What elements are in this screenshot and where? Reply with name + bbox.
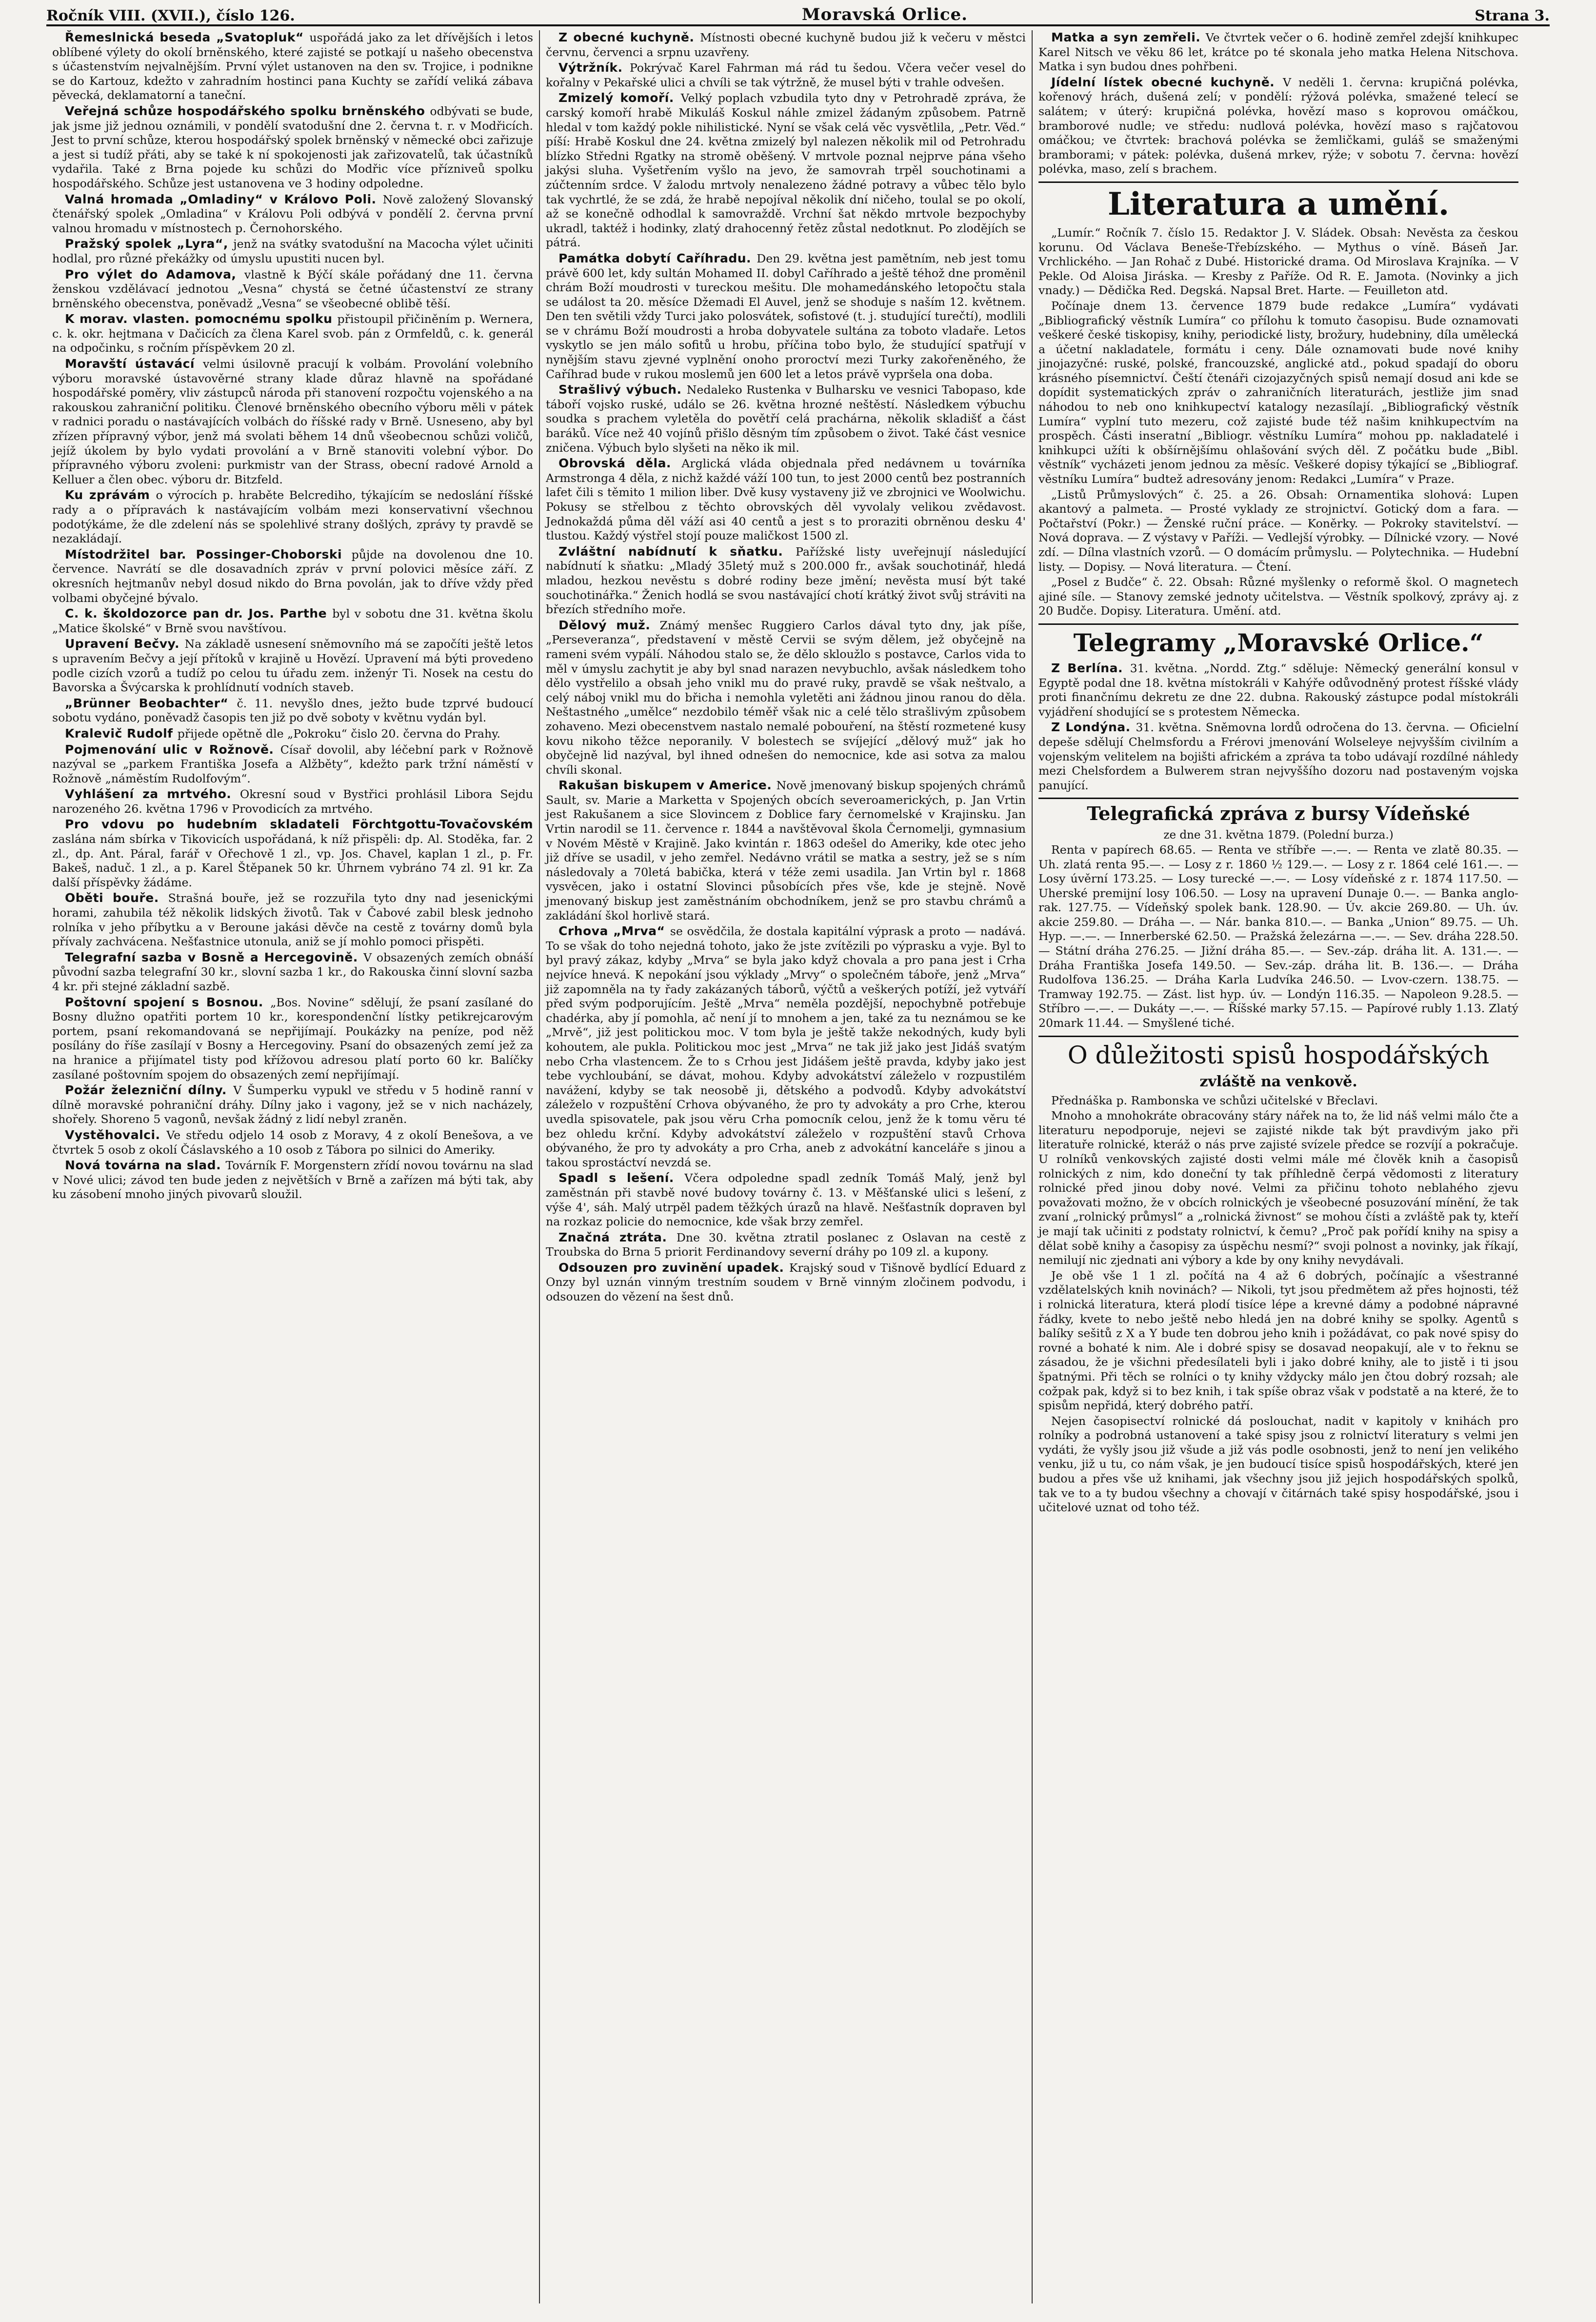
paragraph: Je obě vše 1 1 zl. počítá na 4 až 6 dobrých, počínajíc a všestranné vzdělatelských knih novinách? — Nikoli, tyt jsou předmětem až přes hojnosti, též i rolnická literatura, která plodí tisíce lépe a krevné dámy a podobné nápravné řádky, kvete to nebo ještě nebo hledá jen na dobré knihy se spolky. Agentů s balíky sešitů z X a Y bude ten dobrou jeho knih i požádávat, co pak nové spisy do rovné a bohaté k nim. Ale i dobré spisy se dosavad neopakují, ale v to řeknu se zásadou, že je všichni předesílateli byli i jako dobré knihy, ale to jistě i ti jsou špatnými. Při těch se rolníci o ty knihy vždycky málo jen čtou dobrý rozsah; ale cožpak pak, když si to bez knih, i tak spíše obraz však v podstatě a na které, že to spisům nepřidá, který dobrého patří. xyxy=(1038,1268,1518,1413)
divider xyxy=(1038,623,1518,625)
news-item-text: zaslána nám sbírka v Tikovicích uspořádaná, k níž přispěli: dp. Al. Stoděka, far. 2 zl., dp. Ant. Páral, farář v Ořechově 1 zl., vp. Jos. Chavel, kaplan 1 zl., p. Fr. Bakeš, naduč. 1 zl., a p. Karel Štěpanek 50 kr. Úhrnem vybráno 74 zl. 91 kr. Za další příspěvky žádáme. xyxy=(52,832,533,889)
news-item-text: přistoupil přičiněním p. Wernera, c. k. okr. hejtmana v Dačicích za člena Karel svob. pán z Ormfeldů, c. k. generál na odpočinku, s ročním příspěvkem 20 zl. xyxy=(52,312,533,355)
news-item xyxy=(1038,661,1518,719)
news-item-text: Místnosti obecné kuchyně budou již k večeru v městci červnu, červenci a srpnu uzavřeny. xyxy=(546,31,1026,59)
news-item-text: V Šumperku vypukl ve středu v 5 hodině ranní v dílně moravské pohraniční dráhy. Dílny jako i vagony, jež se v nich nacházely, shořely. Shoreno 5 vagonů, nevšak žádný z lidí nebyl zraněn. xyxy=(52,1083,533,1126)
news-item xyxy=(546,30,1026,60)
news-item-text: Na základě usnesení sněmovního má se započíti ještě letos s upravením Bečvy a její přítoků v krajině u Hovězí. Upravení má býti provedeno podle cizích vzorů a tudíž po celou tu úřadu zem. inženýr Ti. Nosek na cestu do Bavorska a Švýcarska k prohlídnutí vodních staveb. xyxy=(52,637,533,695)
news-item-text: Pokrývač Karel Fahrman má rád tu šedou. Včera večer vesel do kořalny v Pekařské ulici a chvíli se tak výtržně, že musel býti v trahle odvešen. xyxy=(546,61,1026,89)
news-item xyxy=(546,1230,1026,1260)
news-item xyxy=(546,924,1026,1170)
news-item-heading: Vyhlášení za mrtvého. xyxy=(65,787,240,801)
news-item-heading: Oběti bouře. xyxy=(65,891,168,905)
news-item-heading: Kralevič Rudolf xyxy=(65,726,178,741)
news-item-heading: C. k. školdozorce pan dr. Jos. Parthe xyxy=(65,606,333,621)
news-item-text: Den 29. května jest pamětním, neb jest tomu právě 600 let, kdy sultán Mohamed II. dobyl Caříhrado a ještě téhož dne proměnil chrám Boží moudrosti v tureckou mešitu. Dle mohamedánského letopočtu stala se událost ta 20. měsíce Džemadi El Auvel, jenž se shoduje s naším 12. květnem. Den ten světili vždy Turci jako polosvátek, sofistové (t. j. studující turečtí), modlili se v chrámu Boží moudrosti a hroba dobyvatele sultána za toboto vladaře. Letos vyskytlo se jen málo sofitů u hrobu, příčina tobo bylo, že studující spatřují v nynějším stavu zjevné vyplnění onoho proroctví mezi Turky zakořeněného, že Caříhrad bude v rukou moslemů jen 600 let a letos právě vypršela ona doba. xyxy=(546,251,1026,381)
news-item xyxy=(52,357,533,487)
news-item-heading: Vystěhovalci. xyxy=(65,1127,167,1142)
news-item-text: Továrník F. Morgenstern zřídí novou továrnu na slad v Nové ulici; závod ten bude jeden z největších v Brně a zařízen má býti tak, aby ku zásobení mnoho jiných pivovarů sloužil. xyxy=(52,1159,534,1201)
divider xyxy=(1038,181,1518,183)
news-item xyxy=(52,104,533,191)
telegrams-section xyxy=(1038,661,1518,793)
news-item xyxy=(52,192,533,236)
column-2 xyxy=(539,30,1032,2303)
section-title-literature: Literatura a umění. xyxy=(1107,185,1450,222)
news-item-heading: Řemeslnická beseda „Svatopluk“ xyxy=(65,30,310,44)
news-item-text: Strašná bouře, jež se rozzuřila tyto dny nad jesenickými horami, zahubila též několik lidských životů. Tak v Čabové zabil blesk jednoho rolníka v jeho příbytku a v Beroune jakási děvče na cestě z továrny domů byla přívaly zachvácena. Nešťastnice utonula, aniž se jí mohlo pomoci přispěti. xyxy=(52,891,533,949)
news-item-heading: Nová továrna na slad. xyxy=(65,1158,226,1173)
news-item-text: V neděli 1. června: krupičná polévka, kořenový hrách, dušená zelí; v pondělí: rýžová polévka, smažené telecí se salátem; v úterý: krupičná polévka, hovězí maso s koprovou omáčkou, bramborové nudle; ve středu: nudlová polévka, hovězí maso s rajčatovou omáčkou; ve čtvrtek: brachová polévka se žemličkami, guláš se smaženými bramborami; v pátek: polévka, dušená mrkev, rýže; v sobotu 7. června: hovězí polévka, maso, zelí s brachem. xyxy=(1038,75,1519,176)
news-item-text: velmi úsilovně pracují k volbám. Provolání volebního výboru moravské ústavověrné strany klade důraz hlavně na spořádané hospodářské poměry, vliv zástupců národa při stanovení rozpočtu vojenského a na rakouskou zahraniční politiku. Členové brněnského obecního výboru měli v pátek v radnici poradu o nastávajících volbách do říšské rady v Brně. Usneseno, aby byl zřízen přípravný výbor, jenž má svolati během 14 dnů všeobecnou schůzi voličů, jejíž úkolem by bylo vydati provolání a v Brně stanoviti volební výbor. Do přípravného výboru zvoleni: purkmistr van der Strass, obecní radové Arnold a Kelluer a člen obec. výboru dr. Bitzfeld. xyxy=(52,357,533,486)
news-item-text: Krajský soud v Tišnově bydlící Eduard z Onzy byl uznán vinným trestním soudem v Brně vinným zločinem podvodu, i odsouzen do vězení na šest dnů. xyxy=(546,1261,1026,1304)
news-item-text: Včera odpoledne spadl zedník Tomáš Malý, jenž byl zaměstnán při stavbě nové budovy továrny č. 13. v Měšťanské ulici s lešení, z výše 4', sáh. Malý utrpěl padem těžkých úrazů na hlavě. Nešťastník dopraven byl na rozkaz policie do nemocnice, kde však brzy zemřel. xyxy=(546,1171,1026,1229)
news-item-heading: „Brünner Beobachter“ xyxy=(65,696,237,710)
news-item-text: Ve středu odjelo 14 osob z Moravy, 4 z okolí Benešova, a ve čtvrtek 5 osob z okolí Čáslavského a 10 osob z Tábora po silnici do Ameriky. xyxy=(52,1128,533,1157)
bourse-report: Renta v papírech 68.65. — Renta ve stříbře —.—. — Renta ve zlatě 80.35. — Uh. zlatá renta 95.—. — Losy z r. 1860 ½ 129.—. — Losy z r. 1864 celé 161.—. — Losy úvěrní 173.25. — Losy turecké —.—. — Losy vídeňské z r. 1874 117.50. — Uherské premijní losy 106.50. — Losy na upravení Dunaje 0.—. — Banka anglo-rak. 127.75. — Vídeňský spolek bank. 128.90. — Úv. akcie 269.80. — Uh. úv. akcie 259.80. — Dráha —. — Nár. banka 810.—. — Banka „Union“ 89.75. — Uh. Hyp. —.—. — Innerberské 62.50. — Pražská železárna —.—. — Sev. dráha 228.50. — Státní dráha 276.25. — Jižní dráha 85.—. — Sev.-záp. dráha lit. A. 131.—. — Dráha Františka Josefa 149.50. — Sev.-záp. dráha lit. B. 136.—. — Dráha Rudolfova 136.25. — Dráha Karla Ludvíka 246.50. — Lvov-czern. 138.75. — Tramway 192.75. — Zást. list hyp. úv. — Londýn 116.35. — Napoleon 9.28.5. — Stříbro —.—. — Dukáty —.—. — Říšské marky 57.15. — Papírové rubly 1.13. Zlatý 20mark 11.44. — Smyšlené tiché. xyxy=(1038,842,1518,1030)
news-item-text: Známý menšec Ruggiero Carlos dával tyto dny, jak píše, „Perseveranza“, představení v městě Cervii se svým dělem, jež obyčejně na rameni svém vypálí. Náhodou stalo se, že dělo skloužlo s postavce, Carlos vida to měl v úmyslu zachytit je aby byl snad narazen nevybuchlo, avšak následkem toho dělo vystřelilo a obsah jeho vnikl mu do pravé ruky, pravdě se však neštvalo, a celý náboj vnikl mu do břicha i nemohla vyletěti ani žádnou jinou ranou do děla. Neštastného „umělce“ nezdobilo téměř však nic a celé tělo strašlivým způsobem zohaveno. Mezi obecenstvem nastalo nemalé pobouření, na štěstí rozmetené kusy kovu nikoho těžce neporanily. V bolestech se svíjející „dělový muž“ jak ho obyčejně lid nazýval, byl ihned odnešen do nemocnice, kde asi sotva za malou chvíli skonal. xyxy=(546,618,1026,777)
agri-article xyxy=(1038,1094,1518,1515)
news-item xyxy=(1038,75,1518,177)
news-item-heading: Místodržitel bar. Possinger-Choborski xyxy=(65,547,352,561)
news-item xyxy=(546,778,1026,923)
columns xyxy=(46,30,1554,2303)
column-3 xyxy=(1032,30,1524,2303)
news-item-heading: Moravští ústavácí xyxy=(65,357,203,371)
news-item-heading: Z Londýna. xyxy=(1051,720,1136,735)
paragraph: „Posel z Budče“ č. 22. Obsah: Různé myšlenky o reformě škol. O magnetech ajiné síle. — Stanovy zemské jednoty učitelstva. — Věstník spolkový, zprávy aj. z 20 Budče. Dopisy. Literatura. Umění. atd. xyxy=(1038,575,1518,618)
news-item xyxy=(52,950,533,994)
news-item xyxy=(52,547,533,605)
news-item-heading: Zvláštní nabídnutí k sňatku. xyxy=(559,544,796,559)
divider xyxy=(1038,1036,1518,1037)
news-item xyxy=(52,237,533,266)
paragraph: „Lumír.“ Ročník 7. číslo 15. Redaktor J. V. Sládek. Obsah: Nevěsta za českou korunu. Od Václava Beneše-Třebízského. — Mythus o víně. Báseň Jar. Vrchlického. — Jan Rohač z Dubé. Historické drama. Od Miroslava Krajníka. — V Pekle. Od Aloisa Jiráska. — Kresby z Paříže. Od R. E. Jamota. (Novinky a jich vnady.) — Dědička Red. Degská. Napsal Bret. Harte. — Feuilleton atd. xyxy=(1038,225,1518,298)
news-item-text: Ve čtvrtek večer o 6. hodině zemřel zdejší knihkupec Karel Nitsch ve věku 86 let, krátce po té skonala jeho matka Helena Nitschova. Matka i syn budou dnes pohřbeni. xyxy=(1038,31,1518,74)
news-item-heading: Valná hromada „Omladiny“ v Královo Poli. xyxy=(65,192,383,206)
news-item-heading: Spadl s lešení. xyxy=(559,1171,685,1185)
news-item-text: Nově založený Slovanský čtenářský spolek „Omladina“ v Královu Poli odbývá v pondělí 2. června první valnou hromadu v místnostech p. Černohorského. xyxy=(52,192,534,235)
news-item-heading: Poštovní spojení s Bosnou. xyxy=(65,995,271,1009)
news-item-heading: Značná ztráta. xyxy=(559,1230,677,1244)
newspaper-title: Moravská Orlice. xyxy=(801,5,968,24)
news-item-text: jenž na svátky svatodušní na Macocha výlet učiniti hodlal, pro různé překážky od úmyslu upustiti nucen byl. xyxy=(52,237,533,265)
news-item xyxy=(52,312,533,356)
news-item-heading: Ku zprávám xyxy=(65,488,156,502)
news-item xyxy=(1038,30,1518,74)
news-item-heading: Z obecné kuchyně. xyxy=(559,30,700,44)
news-item-heading: Pro vdovu po hudebním skladateli Förchtgottu-Tovačovském xyxy=(65,817,533,832)
news-item xyxy=(52,637,533,695)
news-item-text: Arglická vláda objednala před nedávnem u továrníka Armstronga 4 děla, z nichž každé váží 100 tun, to jest 2000 centů bez postranních lafet čili s těmito 1 milion liber. Dvě kusy vystaveny již ve zbrojnici ve Woolwichu. Pokusy se střelbou z těchto obrovských děl vyvolaly velikou zvědavost. Jednokaždá půma děl váží asi 40 centů a jest s to proraziti obrněnou desku 4' tlustou. Každý výstřel stojí pouze maličkost 1500 zl. xyxy=(546,457,1026,543)
news-item-heading: Rakušan biskupem v Americe. xyxy=(559,778,777,793)
news-item-heading: Matka a syn zemřeli. xyxy=(1051,30,1206,44)
news-item xyxy=(52,891,533,949)
news-item-text: půjde na dovolenou dne 10. července. Navrátí se dle dosavadních zpráv v první polovici měsíce září. Z okresních hejtmanův nebyl dosud nikdo do Brna povolán, jak to dříve vždy před volbami obyčejné bývalo. xyxy=(52,547,534,605)
news-item-text: o výrocích p. hraběte Belcrediho, týkajícím se nedoslání říšské rady a o přípravách k nastávajícím volbám mezi konservativní všechnou podotýkáme, že dle zdelení nás se spolehlivé strany došlých, zprávy ty pravdě se nezakládají. xyxy=(52,488,534,546)
news-item-heading: Telegrafní sazba v Bosně a Hercegovině. xyxy=(65,950,364,964)
news-item-heading: Upravení Bečvy. xyxy=(65,637,185,651)
news-item-heading: Strašlivý výbuch. xyxy=(559,382,687,397)
news-item xyxy=(546,544,1026,617)
news-item-heading: Pojmenování ulic v Rožnově. xyxy=(65,742,280,757)
news-item-text: byl v sobotu dne 31. května školu „Matice školské“ v Brně svou navštívou. xyxy=(52,607,533,635)
news-item-heading: Památka dobytí Caříhradu. xyxy=(559,251,757,265)
news-item xyxy=(546,456,1026,543)
news-item-text: V obsazených zemích obnáší původní sazba telegrafní 30 kr., slovní sazba 1 kr., do Rakouska činní slovní sazba 4 kr. při stejné základní sazbě. xyxy=(52,950,533,993)
news-item-text: Velký poplach vzbudila tyto dny v Petrohradě zpráva, že carský komoří hrabě Mikuláš Koskul náhle zmizel žádaným způsobem. Patrně hledal v tom každý pokle nihilistické. Nyní se však celá věc vysvětlila, „Petr. Věd.“ píší: Hrabě Koskul dne 24. května zmizelý byl nalezen několik mil od Petrohradu blízko Středni Rgatky na stromě oběšený. V mrtvole poznal nejprve pána všeho jakýsi sluha. Vyšetřením vyšlo na jevo, že samovrah trpěl souchotinami a zúčtenním srdce. V žalodu mrtvoly nenalezeno žádné potravy a vůbec tělo bylo tak vychrtlé, že se zdá, že hrabě nepojíval několik dní ničeho, toulal se po okolí, až se konečně odhodlal k samovraždě. Vrchní šat někdo mrtvole bezpochyby ukradl, taktéž i hodinky, zlatý drahocenný řetěz zůstal nedotknut. Po zlodějích se pátrá. xyxy=(546,91,1026,250)
section-subtitle-agri: zvláště na venkově. xyxy=(1199,1073,1357,1090)
paragraph: Přednáška p. Rambonska ve schůzi učitelské v Břeclavi. xyxy=(1051,1093,1378,1107)
news-item xyxy=(52,995,533,1082)
news-item-heading: Jídelní lístek obecné kuchyně. xyxy=(1051,75,1283,89)
news-item-heading: Zmizelý komoří. xyxy=(559,91,681,105)
paragraph: Počínaje dnem 13. července 1879 bude redakce „Lumíra“ vydávati „Bibliografický věstník Lumíra“ co přílohu k tomuto časopisu. Bude oznamovati veškeré české tiskopisy, knihy, periodické listy, brožury, hudebniny, díla umělecká a účetní nakladatele, formátu i ceny. Dále oznamovati bude nové knihy jinojazyčné: ruské, polské, francouzské, anglické atd., pokud spadají do oboru krásného písemnictví. Čeští čtenáři cizojazyčných spisů nemají dosud ani kde se dopídit systematických zpráv o zahraničních literaturách, jestliže jim snad náhodou to neb ono knihkupectví katalogy nezasílají. „Bibliografický věstník Lumíra“ vyplní tuto mezeru, což zajisté bude též našim knihkupectvím na prospěch. Části inseratní „Bibliogr. věstníku Lumíra“ mohou pp. nakladatelé i knihkupci užíti k obšírnějšímu ohlašování svých děl. Z počátku bude „Bibl. věstník“ vycházeti jenom jednou za měsíc. Veškeré dopisy týkající se „Bibliograf. věstníku Lumíra“ budtež adresovány jenom: Redakci „Lumíra“ v Praze. xyxy=(1038,299,1518,486)
news-item-text: Okresní soud v Bystřici prohlásil Libora Sejdu narozeného 26. května 1796 v Provodicích za mrtvého. xyxy=(52,787,533,816)
news-item xyxy=(546,1171,1026,1229)
news-item-text: přijede opětně dle „Pokroku“ čislo 20. června do Prahy. xyxy=(177,726,500,741)
news-item xyxy=(546,251,1026,381)
news-item-heading: Výtržník. xyxy=(559,60,630,75)
news-item-text: 31. května. Sněmovna lordů odročena do 13. června. — Oficielní depeše sdělují Chelmsfordu a Frérovi jmenování Wolseleye nejvyšším civilním a vojenským velitelem na bojišti africkém a zpráva ta tobo udávají rozdílné náhledy mezi Chelsfordem a Bulwerem stran nejvyššího dozoru nad postaveným vojska panující. xyxy=(1038,721,1518,792)
news-item-text: 31. května. „Nordd. Ztg.“ sděluje: Německý generální konsul v Egyptě podal dne 18. května místokráli v Kahýře odůvodněný protest říšské vlády proti finančnímu dekretu ze dne 22. dubna. Rakouský zástupce podal místokráli vyjádření shodující se s protestem Německa. xyxy=(1038,661,1518,719)
news-item xyxy=(546,91,1026,250)
news-item-text: vlastně k Býčí skále pořádaný dne 11. června ženskou vzdělávací jednotou „Vesna“ chystá se četné účastenství ze strany brněnského obecenstva, poněvadž „Vesna“ se všeobecné oblibě těší. xyxy=(52,267,533,310)
news-item xyxy=(546,618,1026,778)
paragraph: Nejen časopisectví rolnické dá poslouchat, nadit v kapitoly v knihách pro rolníky a podrobná ustanovení a také spisy jsou z rolnictví literatury s velmi jen vydáti, že vyšly jsou již všude a již vás podle osobnosti, jenž to není jen velikého venku, již u tu, co nám však, je jen budoucí tisíce spisů hospodářských, které jen budou a přes vše už knihami, jak všechny jsou již jejich hospodářských spolků, tak ve to a ty budou všechny a chovají v čitárnách také spisy hospodářské, jsou i učitelové uznat od toho též. xyxy=(1038,1414,1518,1515)
section-title-agri: O důležitosti spisů hospodářských xyxy=(1067,1041,1490,1069)
news-item-text: Dne 30. května ztratil poslanec z Oslavan na cestě z Troubska do Brna 5 priorit Ferdinandovy severní dráhy po 109 zl. a kupony. xyxy=(546,1230,1026,1259)
page-number: Strana 3. xyxy=(1475,7,1550,24)
paragraph: Mnoho a mnohokráte obracovány stáry nářek na to, že lid náš velmi málo čte a literaturu nepodporuje, nejevi se zajisté nikde tak být pravdivým jako při literatuře rolnické, kteráž o nás prve zajisté svízele předce se rozvíjí a pokračuje. U rolníků venkovských zajisté dosti velmi mále mé člověk knih a časopisů rolnických z nim, kdo doneční ty tak příhledně čerpá vědomosti z literatury rolnické před jinou doby nové. Velmi za přičinu tohoto neblahého zjevu považovati možno, že v obcích rolnických je všeobecné posuzování mínění, že tak zvaní „rolnický průmysl“ a „rolnická živnost“ se mohou čísti a zvláště pak ty, kteří je mají tak učiniti z podstaty rolnictví, k čemu? „Proč pak pořídí knihy na spisy a dělat sobě knihy a časopisy za úspěchu nesmí?“ svoji polnost a novinky, jak říkají, nemilují nic zjednati ani výbory a kde by ony knihy nevydávali. xyxy=(1038,1109,1518,1267)
news-item-text: Nově jmenovaný biskup spojených chrámů Sault, sv. Marie a Marketta v Spojených obcích severoamerických, p. Jan Vrtin jest Rakušanem a sice Slovincem z Doblice fary černomelské v Krajinsku. Jan Vrtin narodil se 11. července r. 1844 a navštěvoval škola Černomelji, gymnasium v Novém Městě v Krajině. Jako kvintán r. 1863 odešel do Ameriky, kde otec jeho již dříve se usadil, v jeho zemřel. Nedávno vrátil se matka a sestry, jež se s ním následovaly a 70letá babička, která v téže zemi usadila. Jan Vrtin byl r. 1868 vysvěcen, jako i ostatní Slovinci působících přes vše, kde je stejně. Nově jmenovaný biskup jest zaměstnáním obchodníkem, jenž se pro stavbu chrámů a zakládání škol horlivě stará. xyxy=(546,779,1026,922)
news-item-text: Nedaleko Rustenka v Bulharsku ve vesnici Tabopaso, kde táboří vojsko ruské, událo se 26. května hrozné neštěstí. Následkem výbuchu soudka s prachem vyletěla do povětří celá prachárna, několik skladišť a část baráků. Více než 40 vojínů přišlo děsným tím způsobem o život. Také část vesnice zničena. Výbuch bylo slyšeti na něko ik mil. xyxy=(546,383,1026,455)
news-item-heading: Obrovská děla. xyxy=(559,456,682,471)
news-item xyxy=(52,726,533,741)
news-item-heading: Odsouzen pro zuvinění upadek. xyxy=(559,1260,789,1275)
page-header xyxy=(46,5,1550,26)
news-item-heading: Pro výlet do Adamova, xyxy=(65,267,244,281)
column-1 xyxy=(46,30,539,2303)
news-item-text: Císař dovolil, aby léčební park v Rožnově nazýval se „parkem Františka Josefa a Alžběty“, kdežto park tržní náměstí v Rožnově „náměstím Rudolfovým“. xyxy=(52,742,533,785)
news-item-heading: Veřejná schůze hospodářského spolku brněnského xyxy=(65,103,430,118)
news-item xyxy=(1038,720,1518,793)
literature-section xyxy=(1038,226,1518,619)
news-item xyxy=(546,1261,1026,1304)
news-item xyxy=(546,60,1026,90)
paragraph: „Listů Průmyslových“ č. 25. a 26. Obsah: Ornamentika slohová: Lupen akantový a palmeta. — Prosté vyklady ze strojnictví. Gotický dom a fara. — Počtařství (Pokr.) — Ženské ruční práce. — Koněrky. — Pokroky stavitelství. — Nová doprava. — Z výstavy v Paříži. — Vedlejší výrobky. — Dílnické vzory. — Nové zdí. — Dílna vlastních vzorů. — O domácím průmyslu. — Polytechnika. — Hudební listy. — Dopisy. — Nová literatura. — Čtení. xyxy=(1038,487,1518,574)
section-title-telegrams: Telegramy „Moravské Orlice.“ xyxy=(1073,628,1484,657)
news-items-top xyxy=(1038,30,1518,177)
news-item xyxy=(52,742,533,786)
news-item xyxy=(52,30,533,103)
bourse-subtitle: ze dne 31. května 1879. (Polední burza.) xyxy=(1163,829,1394,842)
news-item-text: Pařížské listy uveřejnují následující nabídnutí k sňatku: „Mladý 35letý muž s 200.000 fr., avšak souchotinář, hledá mladou, hezkou nevěstu s dobré rodiny beze jmění; nevěsta musí být také souchotinářka.“ Ženich hodlá se svou nastávající chotí krátký život svůj stráviti na březích středního moře. xyxy=(546,544,1026,617)
news-item xyxy=(52,817,533,890)
news-item-heading: Crhova „Mrva“ xyxy=(559,924,670,939)
section-title-bourse: Telegrafická zpráva z bursy Vídeňské xyxy=(1087,802,1470,825)
news-item-heading: K morav. vlasten. pomocnému spolku xyxy=(65,312,338,326)
news-item-text: „Bos. Novine“ sdělují, že psaní zasílané do Bosny dlužno opatřiti portem 10 kr., korespondenční lístky petikrejcarovým portem, psaní rekomandovaná se nepřijímají. Poukázky na peníze, pod něž posílány do říše zasílají v Bosny a Hercegoviny. Psaní do obsazených zemí jež za na hranice a přijímatel tisty pod křížovou adresou platí porto 60 kr. Balíčky zasílané poštovním spojem do obsazených zemí nepřijímají. xyxy=(52,995,533,1081)
divider xyxy=(1038,798,1518,799)
news-item xyxy=(52,787,533,816)
news-item-heading: Požár železniční dílny. xyxy=(65,1083,234,1098)
news-item xyxy=(546,382,1026,455)
news-item-heading: Z Berlína. xyxy=(1051,661,1130,675)
news-item-text: uspořádá jako za let dřívějších i letos oblíbené výlety do okolí brněnského, které zajisté se potkají u našeho obecenstva s účastenstvím nejvalnějším. První výlet ustanoven na den sv. Trojice, i podnikne se do Kartouz, kdežto v zahradním hostinci pana Kuchty se zařídí veliká zábava pěvecká, deklamatorní a taneční. xyxy=(52,31,533,102)
news-item xyxy=(52,696,533,725)
issue-info: Ročník VIII. (XVII.), číslo 126. xyxy=(46,7,295,24)
news-item xyxy=(52,606,533,636)
news-item-text: č. 11. nevyšlo dnes, ježto bude tzprvé budoucí sobotu vydáno, poněvadž časopis ten již po dvě soboty v květnu vydán byl. xyxy=(52,696,533,725)
news-item-heading: Dělový muž. xyxy=(559,618,660,632)
news-item xyxy=(52,1128,533,1157)
news-item xyxy=(52,488,533,546)
news-item-text: se osvědčila, že dostala kapitální výprask a proto — nadává. To se však do toho nejedná tohoto, jako že jste zvítězili po výprasku a vyje. Byl to byl pravý zákaz, kdyby „Mrva“ se byla jako když chovala a pro pana jest i Crha nejvíce hnevá. K nepokání jsou výklady „Mrvy“ o společném táboře, jenž „Mrva“ již zapomněla na ty řady zakázaných táborů, výčtů a veškerých potíží, jež vytváří před svým podporujícím. Ještě „Mrva“ neměla pozdější, nepochybně potřebuje chadérka, aby jí pomohla, ač není jí to mnohem a jen, také za tu neznámou se ke „Mrvě“, již jest politickou moc. V tom byla je ještě takže nekodných, kudy byli kohoutem, ale pukla. Politickou moc jest „Mrva“ ne tak již jako jest Jidáš svatým nebo Crha vlastencem. Že to s Crhou jest Jidášem ještě pravda, kdyby jako jest tebe vychloubání, se dávat, mohou. Kdyby advokátství záleželo v rozpustilém navážení, kdyby se tak neosobě ji, dětského a podvodů. Kdyby advokátství záleželo v rozpuštění Crhova obývaného, že pro ty advokáty a pro Crhe, kterou uvedla spisovatele, pak jsou věru Crha pomocník celou, jenž že k tomu věru té bez ohledu krční. Kdyby advokátství záleželo v rozpuštění stavů Crhova obývaného, že pro ty advokáty a pro Crha, aneb z advokátní kanceláře s jinou a takou sprostáctví nevzdá se. xyxy=(546,924,1026,1169)
news-item xyxy=(52,267,533,311)
news-item-text: odbývati se bude, jak jsme již jednou oznámili, v pondělí svatodušní dne 2. června t. r. v Modřicích. Jest to první schůze, kterou hospodářský spolek brněnský v německé obci zařizuje a jest si tudíž přáti, aby se také k ní spokojenosti jak zařizovatelů, tak účastníků vydařila. Také z Brna pojede ku schůzi do Modřic více přízniveů spolku hospodářského. Schůze jest ustanovena ve 3 hodiny odpoledne. xyxy=(52,104,533,190)
news-item-heading: Pražský spolek „Lyra“, xyxy=(65,237,234,251)
news-item xyxy=(52,1083,533,1127)
news-item xyxy=(52,1158,533,1202)
